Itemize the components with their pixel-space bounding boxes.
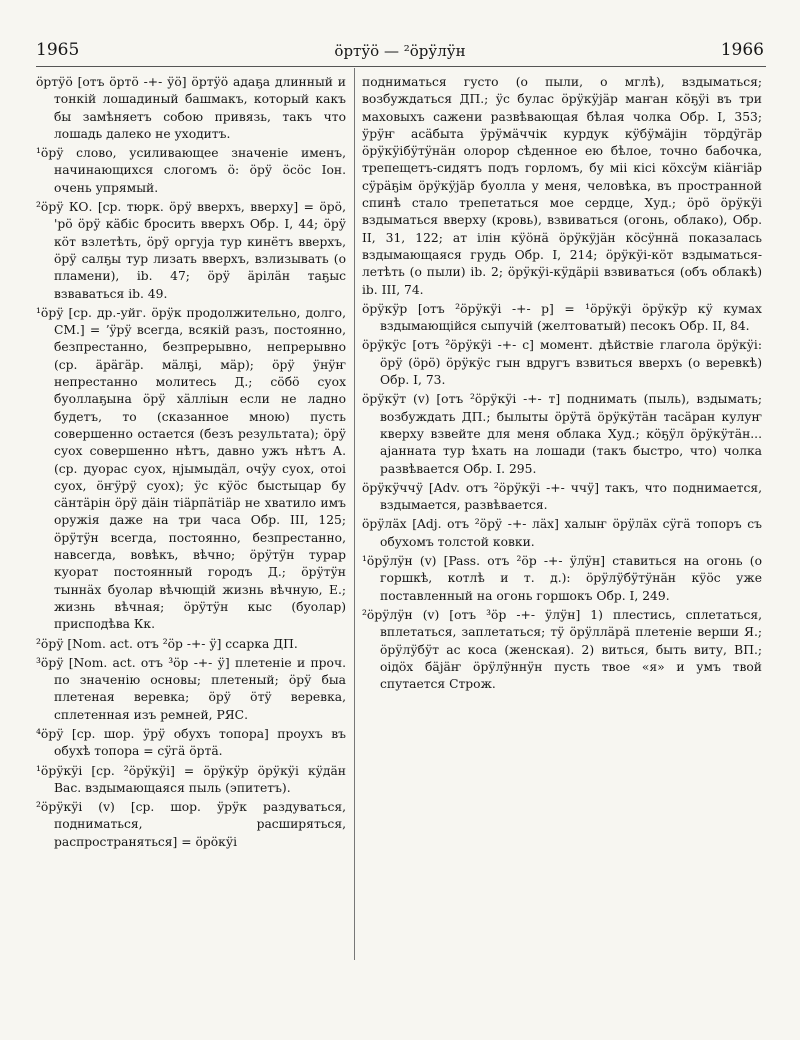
page-number-right: 1966 xyxy=(720,40,764,60)
dictionary-entry: ¹ӧрӱ [ср. др.-уйг. ӧрӱк продолжительно, долго, СМ.] = ʼӱрӱ всегда, всякій разъ, постоянно, безпрестанно, безпрерывно, непрерывно (ср. ӓрӓгӓр. мӓлҕі, мӓр); ӧрӱ ӱнӱҥ непрестанно молитесь Д.; сӧбӧ суох буоллаҕына ӧрӱ хӓлліын если не ладно будетъ, то (сказанное мною) пусть совершенно остается (безъ результата); ӧрӱ суох совершенно нѣтъ, давно ужъ нѣтъ А. (ср. дуорас суох, нјымыдӓл, очӱу суох, отоі суох, ӧҥӱрӱ суох); ӱс кӱӧс быстыцар бу сӓнтӓрін ӧрӱ дӓін тіӓрпӓтіӓр не хватило имъ оружія даже на три часа Обр. III, 125; ӧрӱтӱн всегда, постоянно, безпрестанно, навсегда, вовѣкъ, вѣчно; ӧрӱтӱн турар куорат постоянный городъ Д.; ӧрӱтӱн тыннӓх буолар вѣчющій жизнь вѣчную, Е.; жизнь вѣчная; ӧрӱтӱн кыс (буолар) присподѣва Кк. xyxy=(36,305,346,632)
left-column xyxy=(36,74,346,853)
dictionary-entry: ²ӧрӱ [Nom. act. отъ ²ӧр -+- ӱ] ссарка ДП. xyxy=(36,636,298,651)
header-rule xyxy=(36,66,766,67)
page-number-left: 1965 xyxy=(36,40,80,60)
entry-continuation: подниматься густо (о пыли, о мглѣ), вздыматься; возбуждаться ДП.; ӱс булас ӧрӱкӱјӓр маҥан кӧҕӱі въ три маховыхъ сажени развѣвающая бѣлая чолка Обр. I, 353; ӱрӱҥ асӓбыта ӱрӱмӓччік курдук кӱбӱмӓјін тӧрдӱгӓр ӧрӱкӱібӱтӱнӓн олорор сѣденное ею бѣлое, точно бабочка, трепещетъ-сидятъ подъ горломъ, бу міі кісі кӧхсӱм кіӓҥіӓр сӱрӓҕім ӧрӱкӱјӓр буолла у меня, человѣка, въ пространной спинѣ стало трепетаться мое сердце, Худ.; ӧрӧ ӧрӱкӱі вздыматься вверху (кровь), взвиваться (огонь, облако), Обр. II, 31, 122; ат ілін кӱӧнӓ ӧрӱкӱјӓн кӧсӱннӓ показалась вздымающаяся грудь Обр. I, 214; ӧрӱкӱі-кӧт вздыматься-летѣть (о пыли) ib. 2; ӧрӱкӱі-кӱдӓріі взвиваться (объ облакѣ) ib. III, 74. xyxy=(362,75,762,297)
dictionary-entry: ¹ӧрӱкӱі [ср. ²ӧрӱкӱі] = ӧрӱкӱр ӧрӱкӱі кӱдӓн Вас. вздымающаяся пыль (эпитетъ). xyxy=(36,763,346,795)
dictionary-entry: ⁴ӧрӱ [ср. шор. ӱрӱ обухъ топора] проухъ въ обухѣ топора = сӱгӓ ӧртӓ. xyxy=(36,726,346,759)
dictionary-entry: ӧрӱкӱс [отъ ²ӧрӱкӱі -+- с] момент. дѣйствіе глагола ӧрӱкӱі: ӧрӱ (ӧрӧ) ӧрӱкӱс гын вдругъ взвиться вверхъ (о веревкѣ) Обр. I, 73. xyxy=(362,338,762,388)
dictionary-entry: ӧрӱлӓх [Adj. отъ ²ӧрӱ -+- лӓх] халыҥ ӧрӱлӓх сӱгӓ топоръ съ обухомъ толстой ковки. xyxy=(362,517,762,549)
dictionary-entry: ²ӧрӱкӱі (v) [ср. шор. ӱрӱк раздуваться, подниматься, расширяться, распространяться] = ӧрӧкӱі xyxy=(36,800,346,849)
dictionary-entry: ӧртӱӧ [отъ ӧртӧ -+- ӱӧ] ӧртӱӧ адаҕа длинный и тонкій лошадиный башмакъ, который какъ бы замѣняетъ собою привязь, такъ что лошадь далеко не уходитъ. xyxy=(36,75,346,141)
dictionary-entry: ¹ӧрӱлӱн (v) [Pass. отъ ²ӧр -+- ӱлӱн] ставиться на огонь (о горшкѣ, котлѣ и т. д.): ӧрӱлӱбӱтӱнӓн кӱӧс уже поставленный на огонь горшокъ Обр. I, 249. xyxy=(362,554,762,603)
dictionary-entry: ³ӧрӱ [Nom. act. отъ ³ӧр -+- ӱ] плетеніе и проч. по значенію основы; плетеный; ӧрӱ быа плетеная веревка; ӧрӱ ӧтӱ веревка, сплетенная изъ ремней, РЯС. xyxy=(36,655,346,722)
dictionary-entry: ӧрӱкӱччӱ [Adv. отъ ²ӧрӱкӱі -+- ччӱ] такъ, что поднимается, вздымается, развѣвается. xyxy=(362,480,762,513)
dictionary-entry: ӧрӱкӱт (v) [отъ ²ӧрӱкӱі -+- т] поднимать (пыль), вздымать; возбуждать ДП.; былыты ӧрӱтӓ ӧрӱкӱтӓн тасӓран кулуҥ кверху взвейте для меня облака Худ.; кӧҕӱл ӧрӱкӱтӓн... ајанната тур ѣхать на лошади (такъ быстро, что) чолка развѣвается Обр. I. 295. xyxy=(362,392,762,476)
right-column xyxy=(362,74,762,695)
dictionary-entry: ²ӧрӱ КО. [ср. тюрк. ӧрӱ вверхъ, вверху] = ӧрӧ, 'рӧ ӧрӱ кӓбіс бросить вверхъ Обр. I, 44; ӧрӱ кӧт взлетѣть, ӧрӱ оргуја тур кинётъ вверхъ, ӧрӱ салҕы тур лизать вверхъ, взлизывать (о пламени), ib. 47; ӧрӱ ӓрілӓн таҕыс взваваться ib. 49. xyxy=(36,200,346,301)
column-divider xyxy=(354,68,355,960)
dictionary-entry: ²ӧрӱлӱн (v) [отъ ³ӧр -+- ӱлӱн] 1) плестись, сплетаться, вплетаться, заплетаться; тӱ ӧрӱллӓрӓ плетеніе верши Я.; ӧрӱлӱбӱт ас коса (женская). 2) виться, быть виту, ВП.; оідӧх бӓјӓҥ ӧрӱлӱннӱн пусть твое «я» и умъ твой спутается Строж. xyxy=(362,607,762,692)
dictionary-entry: ӧрӱкӱр [отъ ²ӧрӱкӱі -+- р] = ¹ӧрӱкӱі ӧрӱкӱр кӱ кумах вздымающійся сыпучій (желтоватый) песокъ Обр. II, 84. xyxy=(362,301,762,334)
dictionary-entry: ¹ӧрӱ слово, усиливающее значеніе именъ, начинающихся слогомъ ӧ: ӧрӱ ӧсӧс Іон. очень упрямый. xyxy=(36,146,346,195)
running-title: ӧртӱӧ — ²ӧрӱлӱн xyxy=(334,42,466,60)
